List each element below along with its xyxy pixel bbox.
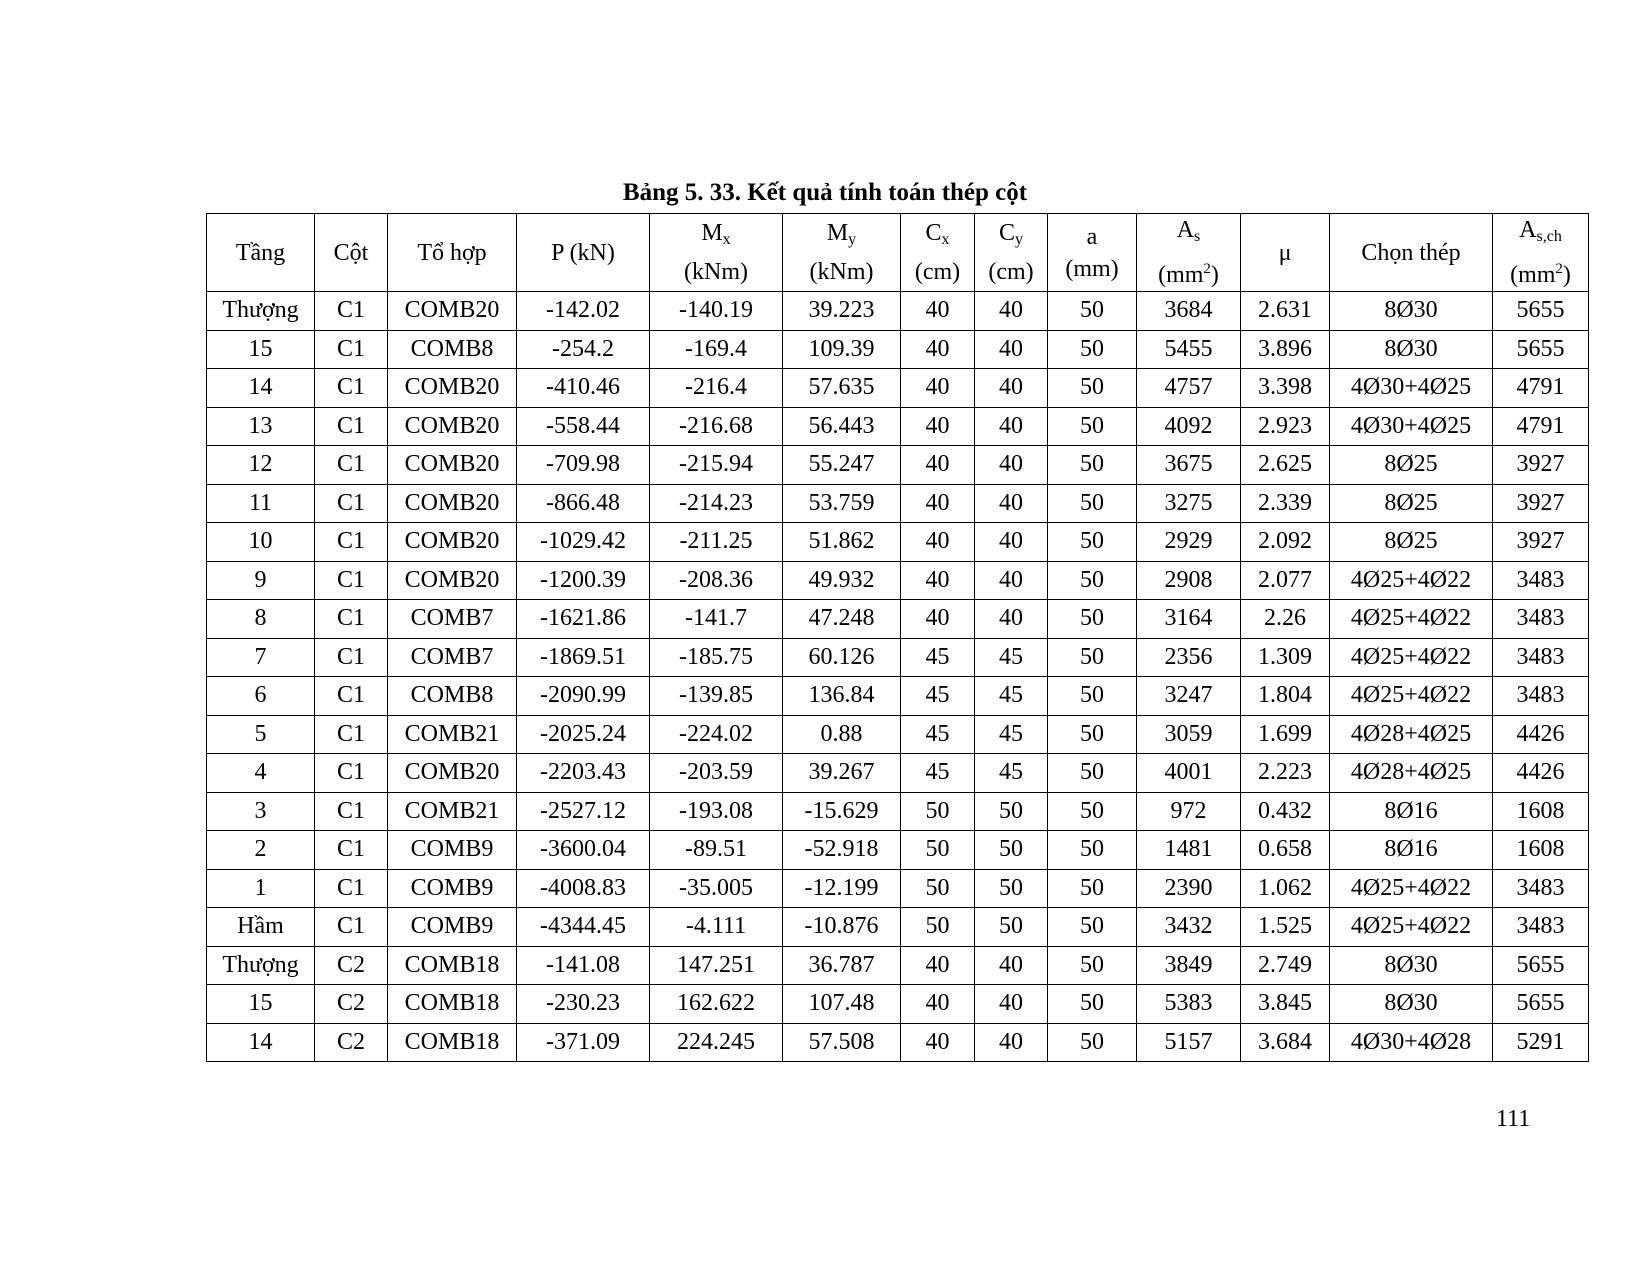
cell-chon-thep: 4Ø30+4Ø25 bbox=[1330, 369, 1493, 408]
cell-to-hop: COMB20 bbox=[388, 561, 517, 600]
cell-tang: 14 bbox=[207, 369, 315, 408]
cell-asch: 4791 bbox=[1493, 407, 1589, 446]
page-number: 111 bbox=[1496, 1106, 1531, 1132]
cell-cot: C2 bbox=[315, 985, 388, 1024]
table-body bbox=[207, 292, 1589, 1062]
cell-mu: 0.658 bbox=[1241, 831, 1330, 870]
cell-a: 50 bbox=[1048, 677, 1137, 716]
cell-p: -254.2 bbox=[517, 330, 650, 369]
cell-chon-thep: 4Ø25+4Ø22 bbox=[1330, 561, 1493, 600]
cell-cx: 45 bbox=[901, 677, 975, 716]
cell-as: 3849 bbox=[1137, 946, 1241, 985]
cell-to-hop: COMB9 bbox=[388, 831, 517, 870]
header-chon-thep: Chọn thép bbox=[1330, 214, 1493, 292]
cell-p: -2025.24 bbox=[517, 715, 650, 754]
cell-my: 60.126 bbox=[783, 638, 901, 677]
cell-cx: 40 bbox=[901, 523, 975, 562]
cell-asch: 3483 bbox=[1493, 908, 1589, 947]
cell-my: 55.247 bbox=[783, 446, 901, 485]
cell-tang: 1 bbox=[207, 869, 315, 908]
cell-asch: 3483 bbox=[1493, 638, 1589, 677]
cell-cx: 40 bbox=[901, 1023, 975, 1062]
cell-chon-thep: 4Ø28+4Ø25 bbox=[1330, 754, 1493, 793]
table-row bbox=[207, 523, 1589, 562]
cell-a: 50 bbox=[1048, 985, 1137, 1024]
cell-chon-thep: 8Ø25 bbox=[1330, 523, 1493, 562]
cell-a: 50 bbox=[1048, 638, 1137, 677]
cell-mu: 2.625 bbox=[1241, 446, 1330, 485]
cell-asch: 4791 bbox=[1493, 369, 1589, 408]
cell-p: -866.48 bbox=[517, 484, 650, 523]
cell-my: 107.48 bbox=[783, 985, 901, 1024]
cell-cot: C1 bbox=[315, 754, 388, 793]
cell-mx: -214.23 bbox=[650, 484, 783, 523]
cell-tang: 14 bbox=[207, 1023, 315, 1062]
cell-cx: 40 bbox=[901, 985, 975, 1024]
cell-as: 4001 bbox=[1137, 754, 1241, 793]
cell-a: 50 bbox=[1048, 369, 1137, 408]
cell-p: -141.08 bbox=[517, 946, 650, 985]
cell-a: 50 bbox=[1048, 792, 1137, 831]
cell-p: -1621.86 bbox=[517, 600, 650, 639]
cell-p: -1029.42 bbox=[517, 523, 650, 562]
cell-my: -52.918 bbox=[783, 831, 901, 870]
cell-cy: 45 bbox=[975, 715, 1048, 754]
cell-cy: 40 bbox=[975, 946, 1048, 985]
cell-as: 3247 bbox=[1137, 677, 1241, 716]
table-row bbox=[207, 330, 1589, 369]
cell-a: 50 bbox=[1048, 330, 1137, 369]
cell-cot: C2 bbox=[315, 1023, 388, 1062]
cell-a: 50 bbox=[1048, 484, 1137, 523]
cell-tang: 2 bbox=[207, 831, 315, 870]
cell-cot: C1 bbox=[315, 407, 388, 446]
cell-mx: -224.02 bbox=[650, 715, 783, 754]
cell-cy: 40 bbox=[975, 985, 1048, 1024]
cell-tang: 6 bbox=[207, 677, 315, 716]
cell-mu: 0.432 bbox=[1241, 792, 1330, 831]
cell-my: -15.629 bbox=[783, 792, 901, 831]
cell-cy: 40 bbox=[975, 330, 1048, 369]
cell-asch: 5655 bbox=[1493, 292, 1589, 331]
table-row bbox=[207, 561, 1589, 600]
cell-mu: 2.26 bbox=[1241, 600, 1330, 639]
cell-cx: 40 bbox=[901, 561, 975, 600]
cell-mu: 1.804 bbox=[1241, 677, 1330, 716]
cell-asch: 3483 bbox=[1493, 677, 1589, 716]
steel-column-results-table bbox=[206, 213, 1589, 1062]
cell-chon-thep: 4Ø30+4Ø28 bbox=[1330, 1023, 1493, 1062]
cell-mx: -216.4 bbox=[650, 369, 783, 408]
table-row bbox=[207, 600, 1589, 639]
cell-cy: 40 bbox=[975, 407, 1048, 446]
cell-my: 109.39 bbox=[783, 330, 901, 369]
cell-cot: C1 bbox=[315, 677, 388, 716]
cell-asch: 5655 bbox=[1493, 330, 1589, 369]
cell-p: -4008.83 bbox=[517, 869, 650, 908]
cell-tang: 4 bbox=[207, 754, 315, 793]
cell-mx: -89.51 bbox=[650, 831, 783, 870]
cell-cx: 40 bbox=[901, 330, 975, 369]
table-row bbox=[207, 446, 1589, 485]
header-cx: $C_x$ (cm) bbox=[901, 214, 975, 292]
cell-to-hop: COMB20 bbox=[388, 754, 517, 793]
cell-asch: 1608 bbox=[1493, 792, 1589, 831]
cell-p: -410.46 bbox=[517, 369, 650, 408]
table-row bbox=[207, 754, 1589, 793]
cell-as: 2908 bbox=[1137, 561, 1241, 600]
cell-cx: 40 bbox=[901, 600, 975, 639]
cell-cy: 40 bbox=[975, 484, 1048, 523]
cell-asch: 3483 bbox=[1493, 869, 1589, 908]
cell-tang: 5 bbox=[207, 715, 315, 754]
cell-mu: 1.699 bbox=[1241, 715, 1330, 754]
cell-to-hop: COMB9 bbox=[388, 869, 517, 908]
cell-mu: 3.896 bbox=[1241, 330, 1330, 369]
cell-to-hop: COMB20 bbox=[388, 446, 517, 485]
cell-cot: C1 bbox=[315, 600, 388, 639]
cell-p: -3600.04 bbox=[517, 831, 650, 870]
table-row bbox=[207, 946, 1589, 985]
cell-p: -1869.51 bbox=[517, 638, 650, 677]
cell-cot: C1 bbox=[315, 292, 388, 331]
cell-a: 50 bbox=[1048, 523, 1137, 562]
cell-as: 2929 bbox=[1137, 523, 1241, 562]
table-row bbox=[207, 869, 1589, 908]
cell-cot: C1 bbox=[315, 330, 388, 369]
cell-p: -709.98 bbox=[517, 446, 650, 485]
cell-tang: 3 bbox=[207, 792, 315, 831]
cell-as: 1481 bbox=[1137, 831, 1241, 870]
cell-chon-thep: 4Ø25+4Ø22 bbox=[1330, 600, 1493, 639]
cell-tang: 11 bbox=[207, 484, 315, 523]
cell-mx: 224.245 bbox=[650, 1023, 783, 1062]
cell-cy: 40 bbox=[975, 369, 1048, 408]
cell-to-hop: COMB21 bbox=[388, 792, 517, 831]
cell-cy: 40 bbox=[975, 523, 1048, 562]
cell-to-hop: COMB7 bbox=[388, 600, 517, 639]
cell-mu: 2.749 bbox=[1241, 946, 1330, 985]
cell-mx: -216.68 bbox=[650, 407, 783, 446]
cell-tang: 15 bbox=[207, 330, 315, 369]
cell-to-hop: COMB20 bbox=[388, 523, 517, 562]
cell-as: 5383 bbox=[1137, 985, 1241, 1024]
table-row bbox=[207, 638, 1589, 677]
cell-chon-thep: 8Ø16 bbox=[1330, 831, 1493, 870]
table-row bbox=[207, 792, 1589, 831]
cell-cy: 50 bbox=[975, 908, 1048, 947]
cell-chon-thep: 8Ø16 bbox=[1330, 792, 1493, 831]
cell-a: 50 bbox=[1048, 946, 1137, 985]
cell-to-hop: COMB18 bbox=[388, 1023, 517, 1062]
cell-p: -2203.43 bbox=[517, 754, 650, 793]
header-my: $M_y$ (kNm) bbox=[783, 214, 901, 292]
cell-cx: 40 bbox=[901, 407, 975, 446]
cell-my: 51.862 bbox=[783, 523, 901, 562]
cell-cot: C1 bbox=[315, 831, 388, 870]
cell-mx: -208.36 bbox=[650, 561, 783, 600]
cell-my: -10.876 bbox=[783, 908, 901, 947]
cell-chon-thep: 4Ø25+4Ø22 bbox=[1330, 908, 1493, 947]
cell-tang: 12 bbox=[207, 446, 315, 485]
header-tang: Tầng bbox=[207, 214, 315, 292]
table-row bbox=[207, 484, 1589, 523]
cell-cx: 40 bbox=[901, 292, 975, 331]
header-mu: μ bbox=[1241, 214, 1330, 292]
cell-a: 50 bbox=[1048, 908, 1137, 947]
cell-cy: 45 bbox=[975, 677, 1048, 716]
cell-mu: 2.223 bbox=[1241, 754, 1330, 793]
table-row bbox=[207, 677, 1589, 716]
cell-asch: 3483 bbox=[1493, 600, 1589, 639]
cell-cx: 40 bbox=[901, 446, 975, 485]
cell-p: -230.23 bbox=[517, 985, 650, 1024]
cell-p: -2527.12 bbox=[517, 792, 650, 831]
cell-p: -4344.45 bbox=[517, 908, 650, 947]
cell-as: 3684 bbox=[1137, 292, 1241, 331]
header-a: a (mm) bbox=[1048, 214, 1137, 292]
cell-to-hop: COMB18 bbox=[388, 946, 517, 985]
cell-a: 50 bbox=[1048, 754, 1137, 793]
cell-mx: -169.4 bbox=[650, 330, 783, 369]
table-row bbox=[207, 369, 1589, 408]
cell-asch: 5655 bbox=[1493, 985, 1589, 1024]
cell-a: 50 bbox=[1048, 600, 1137, 639]
cell-as: 4757 bbox=[1137, 369, 1241, 408]
cell-as: 2390 bbox=[1137, 869, 1241, 908]
cell-mx: -4.111 bbox=[650, 908, 783, 947]
table-row bbox=[207, 831, 1589, 870]
cell-asch: 3483 bbox=[1493, 561, 1589, 600]
cell-chon-thep: 8Ø30 bbox=[1330, 292, 1493, 331]
header-to-hop: Tổ hợp bbox=[388, 214, 517, 292]
cell-asch: 5655 bbox=[1493, 946, 1589, 985]
cell-as: 3059 bbox=[1137, 715, 1241, 754]
cell-chon-thep: 8Ø25 bbox=[1330, 446, 1493, 485]
cell-mu: 3.845 bbox=[1241, 985, 1330, 1024]
cell-tang: 10 bbox=[207, 523, 315, 562]
cell-as: 3164 bbox=[1137, 600, 1241, 639]
header-row bbox=[207, 214, 1589, 292]
cell-chon-thep: 4Ø25+4Ø22 bbox=[1330, 677, 1493, 716]
cell-as: 3275 bbox=[1137, 484, 1241, 523]
cell-my: 47.248 bbox=[783, 600, 901, 639]
cell-mu: 1.062 bbox=[1241, 869, 1330, 908]
header-cot: Cột bbox=[315, 214, 388, 292]
header-mx: $M_x$ (kNm) bbox=[650, 214, 783, 292]
cell-tang: 15 bbox=[207, 985, 315, 1024]
cell-mx: -185.75 bbox=[650, 638, 783, 677]
cell-mx: -140.19 bbox=[650, 292, 783, 331]
cell-asch: 3927 bbox=[1493, 446, 1589, 485]
cell-cot: C1 bbox=[315, 523, 388, 562]
cell-chon-thep: 4Ø25+4Ø22 bbox=[1330, 638, 1493, 677]
cell-mx: -215.94 bbox=[650, 446, 783, 485]
cell-to-hop: COMB18 bbox=[388, 985, 517, 1024]
cell-cot: C1 bbox=[315, 446, 388, 485]
cell-cx: 45 bbox=[901, 638, 975, 677]
cell-cy: 40 bbox=[975, 446, 1048, 485]
cell-mx: -35.005 bbox=[650, 869, 783, 908]
cell-mu: 2.077 bbox=[1241, 561, 1330, 600]
cell-tang: 7 bbox=[207, 638, 315, 677]
cell-cx: 40 bbox=[901, 369, 975, 408]
cell-cx: 50 bbox=[901, 792, 975, 831]
cell-to-hop: COMB8 bbox=[388, 677, 517, 716]
cell-a: 50 bbox=[1048, 292, 1137, 331]
cell-cx: 50 bbox=[901, 869, 975, 908]
cell-to-hop: COMB20 bbox=[388, 292, 517, 331]
cell-p: -1200.39 bbox=[517, 561, 650, 600]
cell-mu: 1.309 bbox=[1241, 638, 1330, 677]
cell-cot: C1 bbox=[315, 715, 388, 754]
cell-chon-thep: 4Ø25+4Ø22 bbox=[1330, 869, 1493, 908]
cell-a: 50 bbox=[1048, 407, 1137, 446]
cell-tang: Hầm bbox=[207, 908, 315, 947]
cell-tang: 9 bbox=[207, 561, 315, 600]
cell-as: 3432 bbox=[1137, 908, 1241, 947]
cell-p: -2090.99 bbox=[517, 677, 650, 716]
cell-my: 0.88 bbox=[783, 715, 901, 754]
header-asch: $A_{s,ch}$ $(mm^2)$ bbox=[1493, 214, 1589, 292]
table-row bbox=[207, 292, 1589, 331]
cell-my: 136.84 bbox=[783, 677, 901, 716]
cell-chon-thep: 8Ø30 bbox=[1330, 985, 1493, 1024]
cell-as: 5157 bbox=[1137, 1023, 1241, 1062]
cell-to-hop: COMB8 bbox=[388, 330, 517, 369]
header-p: P (kN) bbox=[517, 214, 650, 292]
cell-mx: 162.622 bbox=[650, 985, 783, 1024]
cell-cy: 50 bbox=[975, 831, 1048, 870]
cell-mu: 3.398 bbox=[1241, 369, 1330, 408]
cell-mx: 147.251 bbox=[650, 946, 783, 985]
cell-mu: 2.092 bbox=[1241, 523, 1330, 562]
cell-p: -142.02 bbox=[517, 292, 650, 331]
cell-chon-thep: 4Ø28+4Ø25 bbox=[1330, 715, 1493, 754]
cell-chon-thep: 8Ø25 bbox=[1330, 484, 1493, 523]
cell-mu: 1.525 bbox=[1241, 908, 1330, 947]
cell-as: 3675 bbox=[1137, 446, 1241, 485]
cell-cy: 50 bbox=[975, 792, 1048, 831]
cell-mx: -203.59 bbox=[650, 754, 783, 793]
cell-my: 49.932 bbox=[783, 561, 901, 600]
cell-tang: 8 bbox=[207, 600, 315, 639]
cell-asch: 5291 bbox=[1493, 1023, 1589, 1062]
cell-as: 5455 bbox=[1137, 330, 1241, 369]
cell-cy: 40 bbox=[975, 561, 1048, 600]
cell-cy: 45 bbox=[975, 754, 1048, 793]
cell-a: 50 bbox=[1048, 869, 1137, 908]
cell-asch: 3927 bbox=[1493, 523, 1589, 562]
cell-cx: 40 bbox=[901, 946, 975, 985]
cell-my: 56.443 bbox=[783, 407, 901, 446]
cell-tang: 13 bbox=[207, 407, 315, 446]
cell-my: 57.508 bbox=[783, 1023, 901, 1062]
cell-asch: 3927 bbox=[1493, 484, 1589, 523]
cell-cy: 45 bbox=[975, 638, 1048, 677]
table-row bbox=[207, 407, 1589, 446]
cell-to-hop: COMB20 bbox=[388, 484, 517, 523]
cell-as: 4092 bbox=[1137, 407, 1241, 446]
cell-a: 50 bbox=[1048, 1023, 1137, 1062]
cell-my: 39.267 bbox=[783, 754, 901, 793]
cell-cot: C1 bbox=[315, 369, 388, 408]
cell-p: -558.44 bbox=[517, 407, 650, 446]
cell-chon-thep: 4Ø30+4Ø25 bbox=[1330, 407, 1493, 446]
cell-asch: 4426 bbox=[1493, 754, 1589, 793]
cell-tang: Thượng bbox=[207, 292, 315, 331]
cell-as: 972 bbox=[1137, 792, 1241, 831]
cell-cy: 40 bbox=[975, 292, 1048, 331]
cell-my: 36.787 bbox=[783, 946, 901, 985]
table-caption: Bảng 5. 33. Kết quả tính toán thép cột bbox=[622, 179, 1028, 206]
cell-mx: -141.7 bbox=[650, 600, 783, 639]
cell-mu: 2.631 bbox=[1241, 292, 1330, 331]
cell-cx: 45 bbox=[901, 715, 975, 754]
table-row bbox=[207, 715, 1589, 754]
cell-cy: 40 bbox=[975, 1023, 1048, 1062]
cell-p: -371.09 bbox=[517, 1023, 650, 1062]
cell-to-hop: COMB21 bbox=[388, 715, 517, 754]
cell-chon-thep: 8Ø30 bbox=[1330, 946, 1493, 985]
cell-cy: 40 bbox=[975, 600, 1048, 639]
cell-as: 2356 bbox=[1137, 638, 1241, 677]
cell-to-hop: COMB20 bbox=[388, 369, 517, 408]
cell-mu: 2.923 bbox=[1241, 407, 1330, 446]
cell-asch: 4426 bbox=[1493, 715, 1589, 754]
cell-a: 50 bbox=[1048, 715, 1137, 754]
cell-to-hop: COMB7 bbox=[388, 638, 517, 677]
cell-my: -12.199 bbox=[783, 869, 901, 908]
cell-to-hop: COMB9 bbox=[388, 908, 517, 947]
cell-my: 53.759 bbox=[783, 484, 901, 523]
cell-cx: 40 bbox=[901, 484, 975, 523]
cell-asch: 1608 bbox=[1493, 831, 1589, 870]
cell-mx: -139.85 bbox=[650, 677, 783, 716]
cell-tang: Thượng bbox=[207, 946, 315, 985]
cell-to-hop: COMB20 bbox=[388, 407, 517, 446]
cell-mu: 2.339 bbox=[1241, 484, 1330, 523]
cell-cot: C1 bbox=[315, 869, 388, 908]
header-cy: $C_y$ (cm) bbox=[975, 214, 1048, 292]
cell-cot: C1 bbox=[315, 792, 388, 831]
cell-mu: 3.684 bbox=[1241, 1023, 1330, 1062]
cell-cot: C1 bbox=[315, 638, 388, 677]
cell-mx: -193.08 bbox=[650, 792, 783, 831]
cell-cx: 50 bbox=[901, 831, 975, 870]
cell-a: 50 bbox=[1048, 446, 1137, 485]
cell-chon-thep: 8Ø30 bbox=[1330, 330, 1493, 369]
cell-cy: 50 bbox=[975, 869, 1048, 908]
cell-cot: C1 bbox=[315, 561, 388, 600]
cell-mx: -211.25 bbox=[650, 523, 783, 562]
table-row bbox=[207, 1023, 1589, 1062]
cell-my: 39.223 bbox=[783, 292, 901, 331]
table-row bbox=[207, 985, 1589, 1024]
cell-cot: C2 bbox=[315, 946, 388, 985]
cell-my: 57.635 bbox=[783, 369, 901, 408]
cell-cot: C1 bbox=[315, 484, 388, 523]
cell-a: 50 bbox=[1048, 831, 1137, 870]
cell-cx: 50 bbox=[901, 908, 975, 947]
cell-a: 50 bbox=[1048, 561, 1137, 600]
table-row bbox=[207, 908, 1589, 947]
cell-cx: 45 bbox=[901, 754, 975, 793]
cell-cot: C1 bbox=[315, 908, 388, 947]
header-as: $A_s$ $(mm^2)$ bbox=[1137, 214, 1241, 292]
